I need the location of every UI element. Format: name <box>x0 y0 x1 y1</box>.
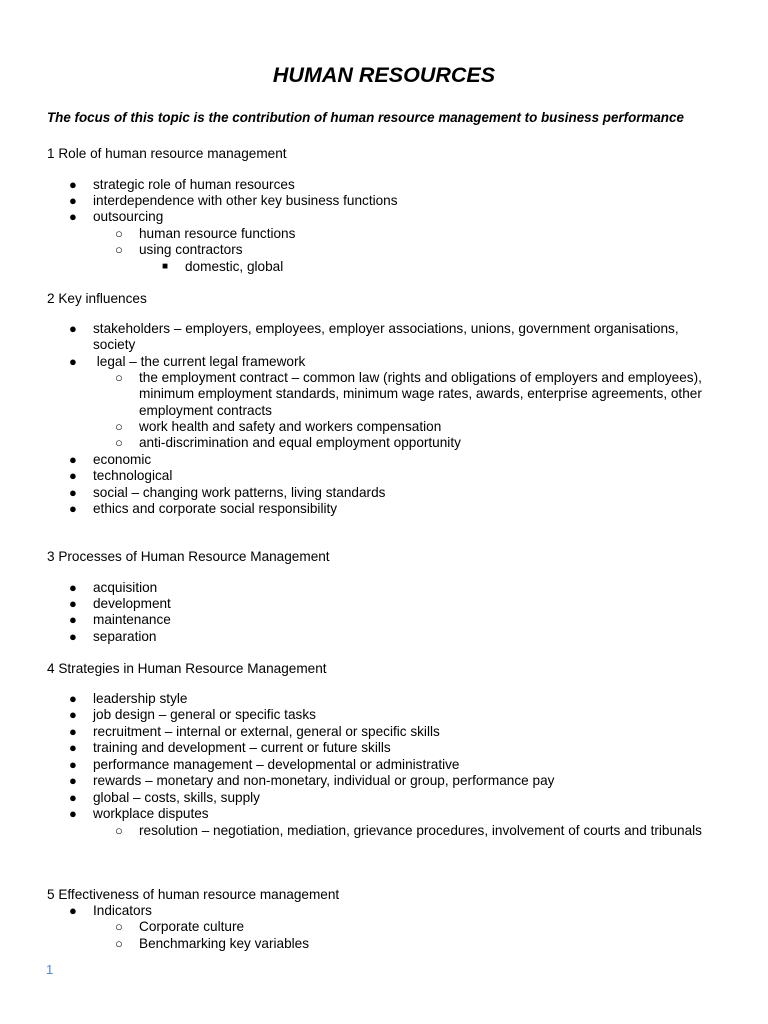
section-heading: 5 Effectiveness of human resource management <box>47 887 340 902</box>
bullet-disc: ● <box>69 691 77 706</box>
bullet-disc: ● <box>69 757 77 772</box>
list-item: ethics and corporate social responsibility <box>93 501 338 516</box>
bullet-disc: ● <box>69 321 77 336</box>
bullet-circle: ○ <box>115 419 123 434</box>
bullet-disc: ● <box>69 209 77 224</box>
bullet-disc: ● <box>69 596 77 611</box>
list-item: job design – general or specific tasks <box>93 707 316 722</box>
bullet-disc: ● <box>69 790 77 805</box>
sub-list-item: work health and safety and workers compensation <box>139 419 442 434</box>
sub-list-item: using contractors <box>139 242 243 257</box>
bullet-disc: ● <box>69 177 77 192</box>
section-heading: 4 Strategies in Human Resource Management <box>47 661 327 676</box>
list-item: stakeholders – employers, employees, employer associations, unions, government organisations, society <box>93 321 679 353</box>
list-item: separation <box>93 629 157 644</box>
list-item: social – changing work patterns, living standards <box>93 485 386 500</box>
bullet-disc: ● <box>69 193 77 208</box>
list-item: economic <box>93 452 152 467</box>
bullet-disc: ● <box>69 806 77 821</box>
sub-list-item: Corporate culture <box>139 919 245 934</box>
sub-list-item: Benchmarking key variables <box>139 936 310 951</box>
bullet-circle: ○ <box>115 823 123 838</box>
list-item: development <box>93 596 171 611</box>
bullet-disc: ● <box>69 485 77 500</box>
bullet-circle: ○ <box>115 370 123 385</box>
bullet-disc: ● <box>69 580 77 595</box>
section-heading: 3 Processes of Human Resource Management <box>47 549 330 564</box>
list-item: maintenance <box>93 612 171 627</box>
list-item: global – costs, skills, supply <box>93 790 260 805</box>
list-item: interdependence with other key business functions <box>93 193 398 208</box>
sub-list-item: the employment contract – common law (rights and obligations of employers and employees), minimum employment standards, minimum wage rates, awards, enterprise agreements, other employment contracts <box>139 370 702 418</box>
bullet-disc: ● <box>69 501 77 516</box>
list-item: acquisition <box>93 580 158 595</box>
list-item: leadership style <box>93 691 188 706</box>
list-item: strategic role of human resources <box>93 177 295 192</box>
bullet-disc: ● <box>69 612 77 627</box>
bullet-disc: ● <box>69 903 77 918</box>
list-item: technological <box>93 468 173 483</box>
list-item: Indicators <box>93 903 152 918</box>
bullet-disc: ● <box>69 354 77 369</box>
focus-statement: The focus of this topic is the contribution of human resource management to business performance <box>47 110 684 125</box>
list-item: legal – the current legal framework <box>93 354 306 369</box>
sub-list-item: human resource functions <box>139 226 296 241</box>
sub-list-item: anti-discrimination and equal employment opportunity <box>139 435 461 450</box>
bullet-disc: ● <box>69 707 77 722</box>
list-item: rewards – monetary and non-monetary, individual or group, performance pay <box>93 773 555 788</box>
sub-list-item: resolution – negotiation, mediation, grievance procedures, involvement of courts and tribunals <box>139 823 702 838</box>
page-number: 1 <box>46 962 54 977</box>
section-heading: 1 Role of human resource management <box>47 146 287 161</box>
document-title: HUMAN RESOURCES <box>272 63 496 87</box>
section-heading: 2 Key influences <box>47 291 147 306</box>
list-item: workplace disputes <box>93 806 209 821</box>
bullet-square: ■ <box>162 261 169 272</box>
bullet-disc: ● <box>69 773 77 788</box>
list-item: recruitment – internal or external, general or specific skills <box>93 724 440 739</box>
bullet-disc: ● <box>69 629 77 644</box>
bullet-circle: ○ <box>115 226 123 241</box>
sub-sub-list-item: domestic, global <box>185 259 284 274</box>
bullet-disc: ● <box>69 452 77 467</box>
bullet-circle: ○ <box>115 435 123 450</box>
bullet-circle: ○ <box>115 242 123 257</box>
bullet-circle: ○ <box>115 919 123 934</box>
bullet-disc: ● <box>69 468 77 483</box>
bullet-circle: ○ <box>115 936 123 951</box>
bullet-disc: ● <box>69 740 77 755</box>
bullet-disc: ● <box>69 724 77 739</box>
list-item: performance management – developmental or administrative <box>93 757 460 772</box>
list-item: training and development – current or future skills <box>93 740 391 755</box>
list-item: outsourcing <box>93 209 164 224</box>
